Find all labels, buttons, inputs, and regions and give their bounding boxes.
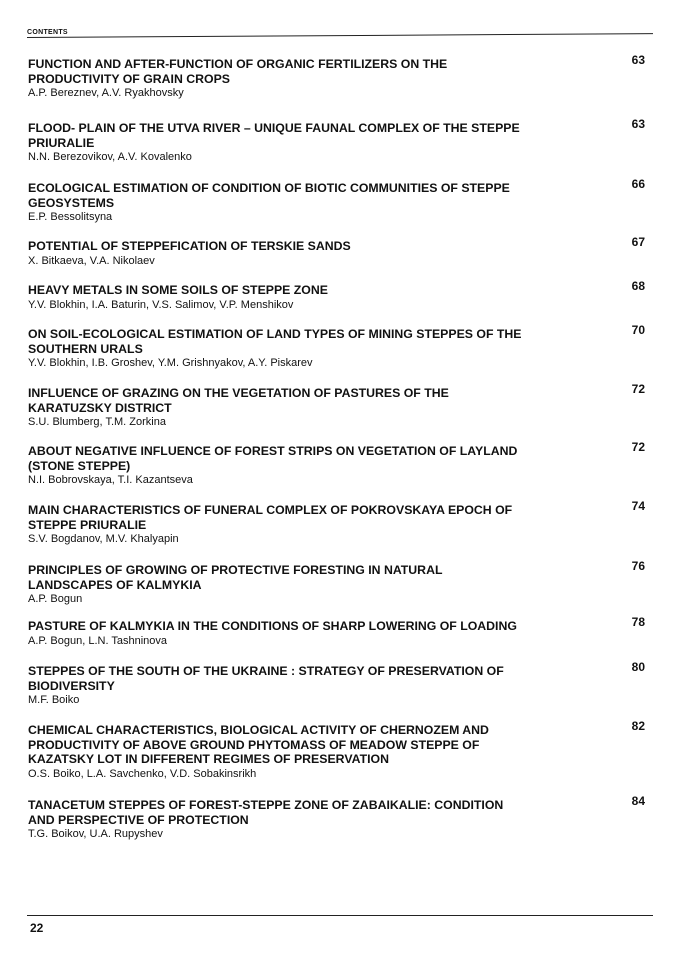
entry-title-line: POTENTIAL OF STEPPEFICATION OF TERSKIE SANDS <box>28 239 351 253</box>
entry-page-number: 67 <box>631 235 645 249</box>
entry-title <box>28 239 608 254</box>
entry-authors: A.P. Bogun, L.N. Tashninova <box>28 634 168 647</box>
entry-title <box>28 57 608 86</box>
toc-entry <box>28 235 653 268</box>
entry-title-line: AND PERSPECTIVE OF PROTECTION <box>28 812 249 827</box>
entry-authors: E.P. Bessolitsyna <box>28 211 113 223</box>
entry-authors: A.P. Bogun <box>28 593 83 605</box>
entry-authors: N.I. Bobrovskaya, T.I. Kazantseva <box>28 474 193 486</box>
entry-page-number: 68 <box>631 279 645 293</box>
entry-title-line: ECOLOGICAL ESTIMATION OF CONDITION OF BIOTIC COMMUNITIES OF STEPPE <box>28 181 510 195</box>
entry-title-line: CHEMICAL CHARACTERISTICS, BIOLOGICAL ACTIVITY OF CHERNOZEM AND <box>28 723 489 737</box>
entry-title-line: GEOSYSTEMS <box>28 195 115 210</box>
entry-page-number: 76 <box>631 559 645 573</box>
running-header: CONTENTS <box>27 29 68 36</box>
entry-title-line: FLOOD- PLAIN OF THE UTVA RIVER – UNIQUE FAUNAL COMPLEX OF THE STEPPE <box>28 121 520 135</box>
entry-page-number: 63 <box>631 117 645 131</box>
entry-title-line: PRODUCTIVITY OF ABOVE GROUND PHYTOMASS OF MEADOW STEPPE OF <box>28 737 480 752</box>
toc-entry <box>28 660 653 707</box>
entry-authors: S.U. Blumberg, T.M. Zorkina <box>28 416 166 428</box>
toc-entry <box>28 279 653 312</box>
entry-page-number: 66 <box>631 177 645 191</box>
entry-page-number: 80 <box>631 660 645 674</box>
entry-title-line: INFLUENCE OF GRAZING ON THE VEGETATION OF PASTURES OF THE <box>28 386 449 400</box>
entry-authors: A.P. Bereznev, A.V. Ryakhovsky <box>28 87 184 99</box>
toc-entry <box>28 177 653 224</box>
entry-title-line: ABOUT NEGATIVE INFLUENCE OF FOREST STRIPS ON VEGETATION OF LAYLAND <box>28 444 518 458</box>
toc-entry <box>28 719 653 781</box>
toc-entry <box>28 794 653 841</box>
entry-page-number: 63 <box>631 53 645 67</box>
toc-entry <box>28 53 653 100</box>
entry-page-number: 84 <box>631 794 645 808</box>
entry-page-number: 70 <box>631 323 645 337</box>
entry-page-number: 72 <box>631 440 645 454</box>
entry-authors: X. Bitkaeva, V.A. Nikolaev <box>28 254 155 267</box>
entry-title-line: HEAVY METALS IN SOME SOILS OF STEPPE ZONE <box>28 283 328 297</box>
page-number: 22 <box>30 921 44 935</box>
entry-title-line: STEPPES OF THE SOUTH OF THE UKRAINE : STRATEGY OF PRESERVATION OF <box>28 664 504 678</box>
entry-authors: T.G. Boikov, U.A. Rupyshev <box>28 828 163 840</box>
entry-authors: N.N. Berezovikov, A.V. Kovalenko <box>28 151 192 163</box>
entry-title <box>28 444 608 473</box>
entry-authors: M.F. Boiko <box>28 694 80 706</box>
entry-title-line: PRODUCTIVITY OF GRAIN CROPS <box>28 71 231 86</box>
entry-title <box>28 723 608 767</box>
entry-authors: O.S. Boiko, L.A. Savchenko, V.D. Sobakinsrikh <box>28 767 257 780</box>
entry-title-line: KAZATSKY LOT IN DIFFERENT REGIMES OF PRESERVATION <box>28 752 389 766</box>
toc-entry <box>28 382 653 429</box>
toc-entry <box>28 440 653 487</box>
entry-page-number: 82 <box>631 719 645 733</box>
entry-title <box>28 283 608 298</box>
entry-authors: Y.V. Blokhin, I.A. Baturin, V.S. Salimov, V.P. Menshikov <box>28 298 294 311</box>
entry-title <box>28 798 608 827</box>
entry-page-number: 72 <box>631 382 645 396</box>
entry-title-line: TANACETUM STEPPES OF FOREST-STEPPE ZONE OF ZABAIKALIE: CONDITION <box>28 798 504 812</box>
entry-title <box>28 619 608 634</box>
entry-title-line: STEPPE PRIURALIE <box>28 517 147 532</box>
entry-title-line: PRINCIPLES OF GROWING OF PROTECTIVE FORESTING IN NATURAL <box>28 563 443 577</box>
toc-entry <box>28 559 653 606</box>
entry-title-line: MAIN CHARACTERISTICS OF FUNERAL COMPLEX OF POKROVSKAYA EPOCH OF <box>28 503 513 517</box>
entry-authors: Y.V. Blokhin, I.B. Groshev, Y.M. Grishnyakov, A.Y. Piskarev <box>28 357 313 369</box>
entry-title-line: SOUTHERN URALS <box>28 341 143 356</box>
entry-page-number: 74 <box>631 499 645 513</box>
header-rule <box>27 33 653 38</box>
entry-title <box>28 664 608 693</box>
entry-title <box>28 181 608 210</box>
toc-entry <box>28 615 653 648</box>
entry-title-line: KARATUZSKY DISTRICT <box>28 400 172 415</box>
entry-title-line: ON SOIL-ECOLOGICAL ESTIMATION OF LAND TYPES OF MINING STEPPES OF THE <box>28 327 522 341</box>
entry-title-line: BIODIVERSITY <box>28 678 115 693</box>
entry-authors: S.V. Bogdanov, M.V. Khalyapin <box>28 533 179 545</box>
toc-entry <box>28 117 653 164</box>
toc-entry <box>28 323 653 370</box>
toc-entry <box>28 499 653 546</box>
entry-title-line: (STONE STEPPE) <box>28 458 131 473</box>
entry-title-line: PASTURE OF KALMYKIA IN THE CONDITIONS OF SHARP LOWERING OF LOADING <box>28 619 517 633</box>
entry-title <box>28 503 608 532</box>
footer-rule <box>27 915 653 916</box>
entry-title <box>28 386 608 415</box>
entry-page-number: 78 <box>631 615 645 629</box>
entry-title <box>28 121 608 150</box>
entry-title-line: FUNCTION AND AFTER-FUNCTION OF ORGANIC FERTILIZERS ON THE <box>28 57 448 71</box>
entry-title-line: LANDSCAPES OF KALMYKIA <box>28 577 202 592</box>
entry-title <box>28 327 608 356</box>
entry-title <box>28 563 608 592</box>
entry-title-line: PRIURALIE <box>28 135 95 150</box>
